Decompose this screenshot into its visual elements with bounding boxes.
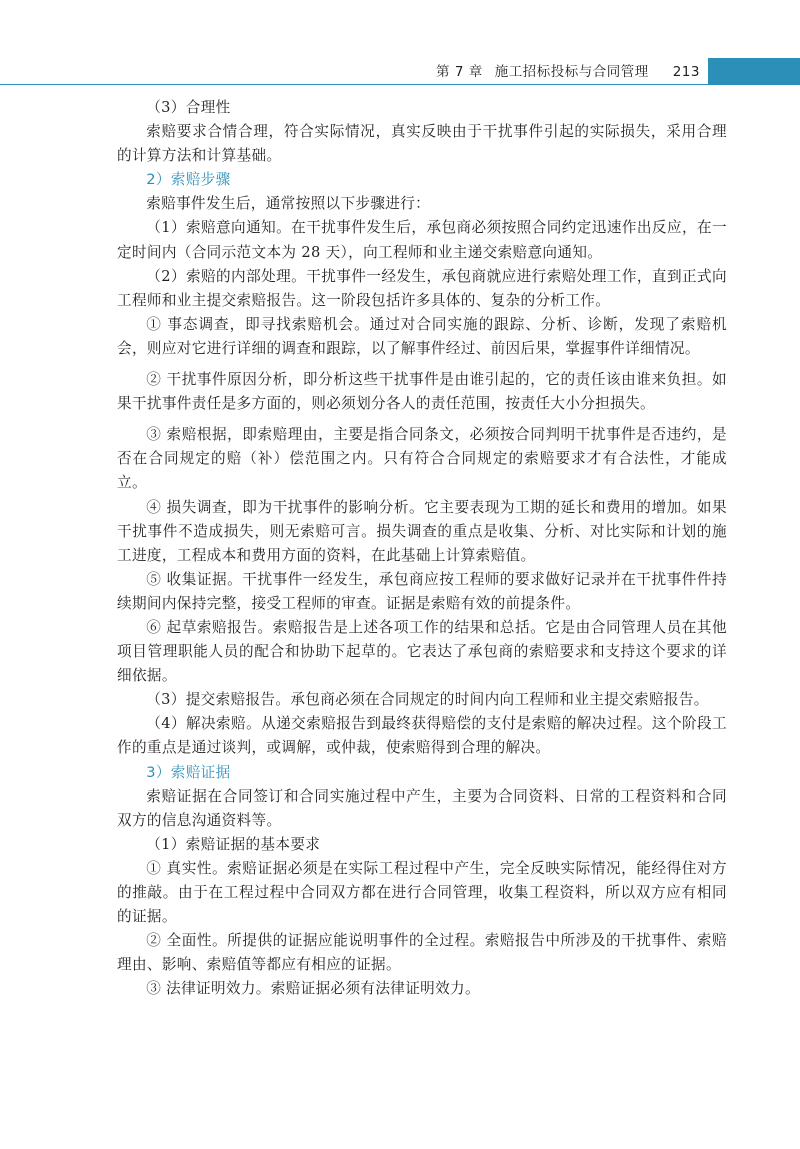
paragraph: ② 全面性。所提供的证据应能说明事件的全过程。索赔报告中所涉及的干扰事件、索赔理由、影响、索赔值等都应有相应的证据。 — [117, 932, 727, 974]
paragraph: ② 干扰事件原因分析，即分析这些干扰事件是由谁引起的，它的责任该由谁来负担。如果干扰事件责任是多方面的，则必须划分各人的责任范围，按责任大小分担损失。 — [117, 371, 727, 413]
paragraph: 索赔证据在合同签订和合同实施过程中产生，主要为合同资料、日常的工程资料和合同双方的信息沟通资料等。 — [117, 787, 727, 829]
paragraph: ⑥ 起草索赔报告。索赔报告是上述各项工作的结果和总括。它是由合同管理人员在其他项目管理职能人员的配合和协助下起草的。它表达了承包商的索赔要求和支持这个要求的详细依据。 — [117, 618, 727, 685]
paragraph: （3）合理性 — [146, 99, 231, 116]
paragraph: ④ 损失调查，即为干扰事件的影响分析。它主要表现为工期的延长和费用的增加。如果干扰事件不造成损失，则无索赔可言。损失调查的重点是收集、分析、对比实际和计划的施工进度，工程成本和费用方面的资料，在此基础上计算索赔值。 — [117, 498, 727, 564]
paragraph: （1）索赔证据的基本要求 — [146, 835, 321, 853]
chapter-title: 施工招标投标与合同管理 — [494, 64, 649, 80]
chapter-label: 第 7 章 — [436, 64, 483, 80]
header-rule — [0, 84, 708, 85]
header-text — [436, 60, 700, 80]
paragraph: （2）索赔的内部处理。干扰事件一经发生，承包商就应进行索赔处理工作，直到正式向工程师和业主提交索赔报告。这一阶段包括许多具体的、复杂的分析工作。 — [117, 267, 727, 309]
paragraph: ⑤ 收集证据。干扰事件一经发生，承包商应按工程师的要求做好记录并在干扰事件件持续期间内保持完整，接受工程师的审查。证据是索赔有效的前提条件。 — [117, 570, 727, 612]
body-text — [117, 96, 727, 1001]
paragraph: ① 真实性。索赔证据必须是在实际工程过程中产生，完全反映实际情况，能经得住对方的推敲。由于在工程过程中合同双方都在进行合同管理，收集工程资料，所以双方应有相同的证据。 — [117, 859, 727, 926]
running-header — [0, 58, 800, 90]
paragraph: （3）提交索赔报告。承包商必须在合同规定的时间内向工程师和业主提交索赔报告。 — [146, 691, 709, 709]
header-color-block — [708, 58, 800, 85]
paragraph: ③ 索赔根据，即索赔理由，主要是指合同条文，必须按合同判明干扰事件是否违约，是否在合同规定的赔（补）偿范围之内。只有符合合同规定的索赔要求才有合法性，才能成立。 — [117, 426, 727, 492]
paragraph: ① 事态调查，即寻找索赔机会。通过对合同实施的跟踪、分析、诊断，发现了索赔机会，则应对它进行详细的调查和跟踪，以了解事件经过、前因后果，掌握事件详细情况。 — [117, 315, 727, 357]
section-heading: 3）索赔证据 — [146, 763, 231, 781]
section-heading: 2）索赔步骤 — [146, 171, 231, 189]
page-number: 213 — [672, 64, 700, 80]
paragraph: 索赔事件发生后，通常按照以下步骤进行： — [146, 195, 431, 213]
paragraph: （1）索赔意向通知。在干扰事件发生后，承包商必须按照合同约定迅速作出反应，在一定时间内（合同示范文本为 28 天），向工程师和业主递交索赔意向通知。 — [117, 219, 727, 261]
paragraph: 索赔要求合情合理，符合实际情况，真实反映由于干扰事件引起的实际损失，采用合理的计算方法和计算基础。 — [117, 123, 727, 165]
paragraph: （4）解决索赔。从递交索赔报告到最终获得赔偿的支付是索赔的解决过程。这个阶段工作的重点是通过谈判，或调解，或仲裁，使索赔得到合理的解决。 — [117, 715, 727, 757]
paragraph: ③ 法律证明效力。索赔证据必须有法律证明效力。 — [146, 980, 480, 998]
